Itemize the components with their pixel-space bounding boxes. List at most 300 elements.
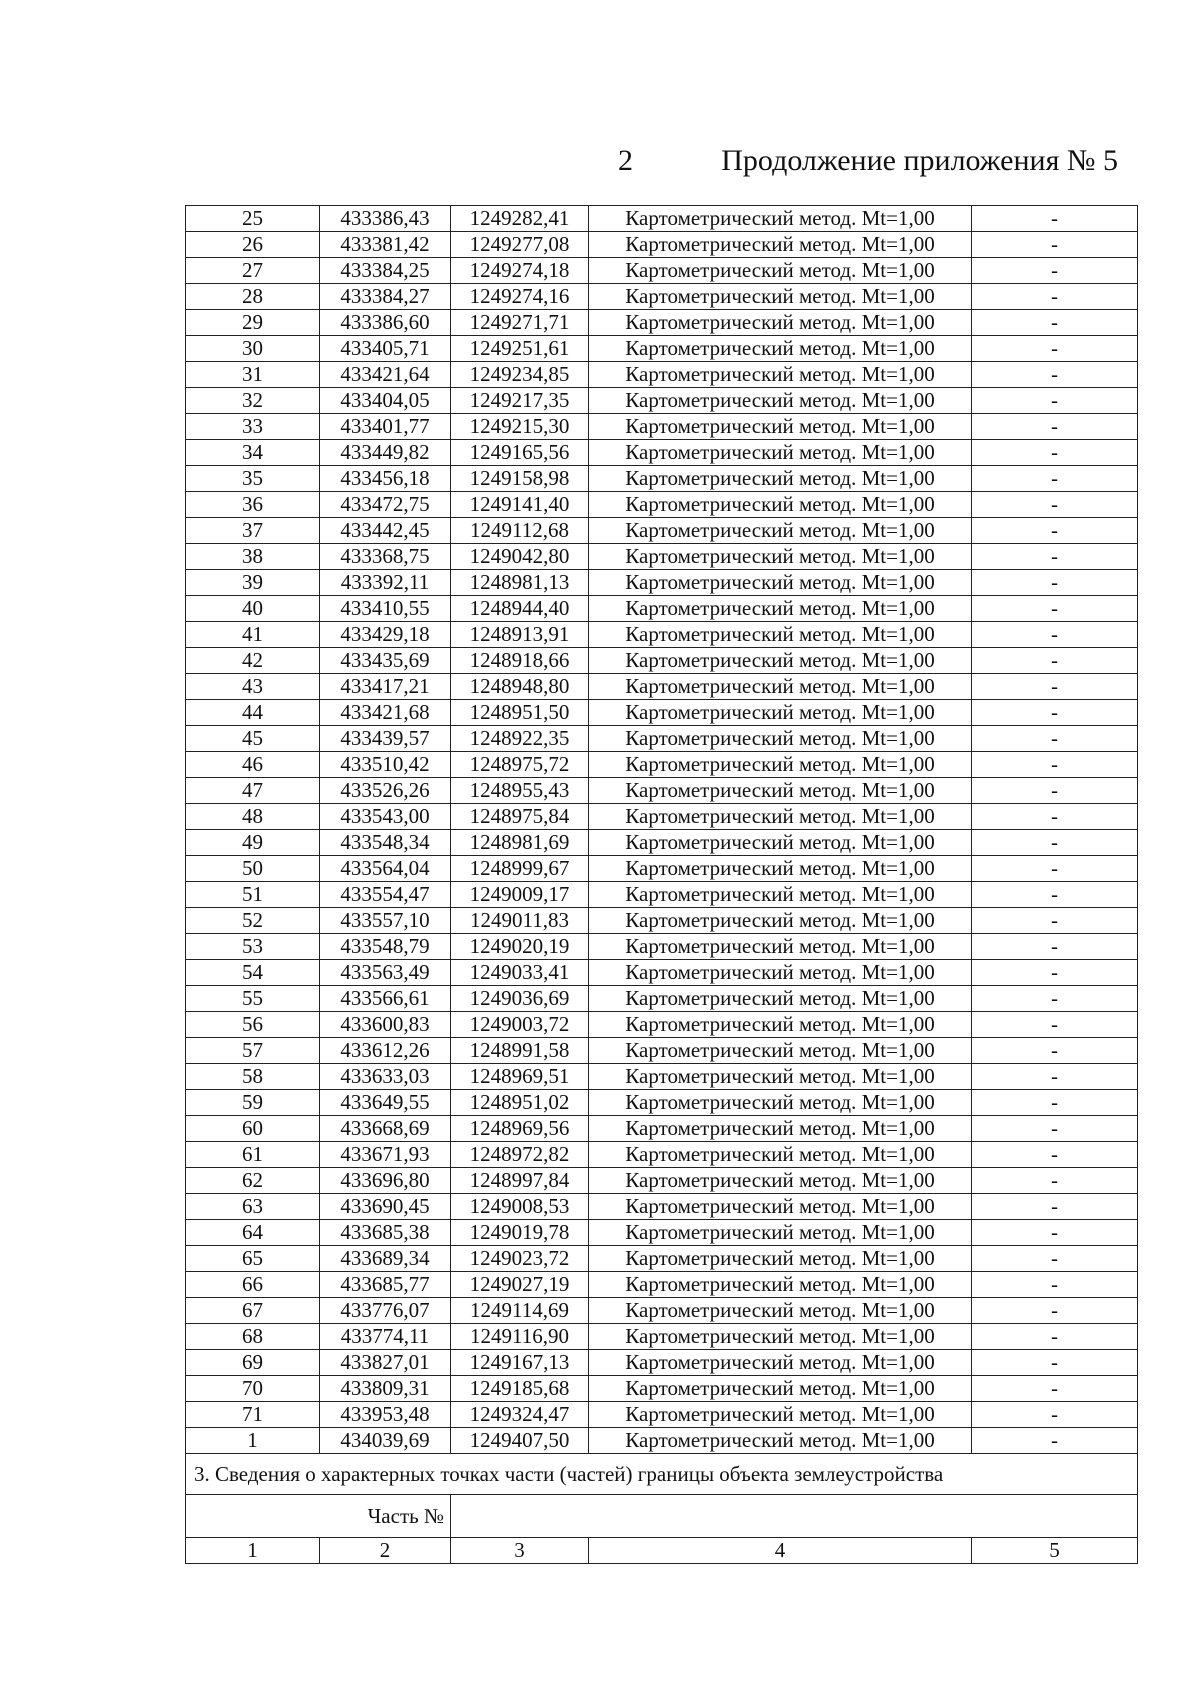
point-number-cell: 27 [186, 258, 320, 284]
note-cell: - [972, 622, 1138, 648]
point-number-cell: 63 [186, 1194, 320, 1220]
method-cell: Картометрический метод. Mt=1,00 [589, 1116, 972, 1142]
method-cell: Картометрический метод. Mt=1,00 [589, 1272, 972, 1298]
x-coordinate-cell: 433827,01 [320, 1350, 451, 1376]
table-row [186, 882, 1138, 908]
point-number-cell: 62 [186, 1168, 320, 1194]
table-row [186, 1116, 1138, 1142]
x-coordinate-cell: 433774,11 [320, 1324, 451, 1350]
x-coordinate-cell: 433429,18 [320, 622, 451, 648]
y-coordinate-cell: 1249165,56 [451, 440, 589, 466]
note-cell: - [972, 570, 1138, 596]
table-row [186, 388, 1138, 414]
y-coordinate-cell: 1248999,67 [451, 856, 589, 882]
point-number-cell: 66 [186, 1272, 320, 1298]
note-cell: - [972, 492, 1138, 518]
table-row [186, 492, 1138, 518]
table-row [186, 830, 1138, 856]
x-coordinate-cell: 433401,77 [320, 414, 451, 440]
table-row [186, 986, 1138, 1012]
point-number-cell: 60 [186, 1116, 320, 1142]
x-coordinate-cell: 433600,83 [320, 1012, 451, 1038]
table-row [186, 908, 1138, 934]
y-coordinate-cell: 1248981,13 [451, 570, 589, 596]
part-number-value [451, 1495, 1138, 1538]
column-number: 4 [589, 1538, 972, 1564]
section3-title: 3. Сведения о характерных точках части (частей) границы объекта землеустройства [186, 1454, 1138, 1495]
y-coordinate-cell: 1249033,41 [451, 960, 589, 986]
table-row [186, 1272, 1138, 1298]
point-number-cell: 26 [186, 232, 320, 258]
note-cell: - [972, 362, 1138, 388]
method-cell: Картометрический метод. Mt=1,00 [589, 336, 972, 362]
table-row [186, 856, 1138, 882]
method-cell: Картометрический метод. Mt=1,00 [589, 908, 972, 934]
y-coordinate-cell: 1249023,72 [451, 1246, 589, 1272]
method-cell: Картометрический метод. Mt=1,00 [589, 596, 972, 622]
method-cell: Картометрический метод. Mt=1,00 [589, 1194, 972, 1220]
table-row [186, 1428, 1138, 1454]
x-coordinate-cell: 433696,80 [320, 1168, 451, 1194]
x-coordinate-cell: 433435,69 [320, 648, 451, 674]
y-coordinate-cell: 1249277,08 [451, 232, 589, 258]
table-row [186, 1402, 1138, 1428]
y-coordinate-cell: 1249116,90 [451, 1324, 589, 1350]
coordinates-table [185, 205, 1138, 1564]
x-coordinate-cell: 433776,07 [320, 1298, 451, 1324]
point-number-cell: 52 [186, 908, 320, 934]
table-row [186, 1090, 1138, 1116]
x-coordinate-cell: 433566,61 [320, 986, 451, 1012]
table-row [186, 934, 1138, 960]
y-coordinate-cell: 1248975,84 [451, 804, 589, 830]
note-cell: - [972, 440, 1138, 466]
table-row [186, 284, 1138, 310]
y-coordinate-cell: 1249042,80 [451, 544, 589, 570]
x-coordinate-cell: 433548,79 [320, 934, 451, 960]
table-row [186, 674, 1138, 700]
point-number-cell: 47 [186, 778, 320, 804]
y-coordinate-cell: 1248975,72 [451, 752, 589, 778]
table-row [186, 1168, 1138, 1194]
table-row [186, 778, 1138, 804]
page-number: 2 [618, 144, 633, 177]
note-cell: - [972, 466, 1138, 492]
x-coordinate-cell: 434039,69 [320, 1428, 451, 1454]
table-row [186, 1038, 1138, 1064]
method-cell: Картометрический метод. Mt=1,00 [589, 882, 972, 908]
method-cell: Картометрический метод. Mt=1,00 [589, 1298, 972, 1324]
method-cell: Картометрический метод. Mt=1,00 [589, 804, 972, 830]
x-coordinate-cell: 433456,18 [320, 466, 451, 492]
point-number-cell: 41 [186, 622, 320, 648]
table-row [186, 648, 1138, 674]
table-row [186, 518, 1138, 544]
x-coordinate-cell: 433405,71 [320, 336, 451, 362]
page-header [0, 144, 1200, 188]
point-number-cell: 49 [186, 830, 320, 856]
point-number-cell: 51 [186, 882, 320, 908]
point-number-cell: 56 [186, 1012, 320, 1038]
point-number-cell: 35 [186, 466, 320, 492]
y-coordinate-cell: 1249036,69 [451, 986, 589, 1012]
y-coordinate-cell: 1248944,40 [451, 596, 589, 622]
column-number: 1 [186, 1538, 320, 1564]
table-row [186, 752, 1138, 778]
point-number-cell: 61 [186, 1142, 320, 1168]
table-row [186, 258, 1138, 284]
section3-body [186, 1454, 1138, 1564]
x-coordinate-cell: 433417,21 [320, 674, 451, 700]
column-number: 2 [320, 1538, 451, 1564]
point-number-cell: 59 [186, 1090, 320, 1116]
section3-heading-row [186, 1454, 1138, 1495]
method-cell: Картометрический метод. Mt=1,00 [589, 1142, 972, 1168]
method-cell: Картометрический метод. Mt=1,00 [589, 1012, 972, 1038]
y-coordinate-cell: 1249114,69 [451, 1298, 589, 1324]
method-cell: Картометрический метод. Mt=1,00 [589, 570, 972, 596]
point-number-cell: 42 [186, 648, 320, 674]
table-row [186, 1324, 1138, 1350]
x-coordinate-cell: 433612,26 [320, 1038, 451, 1064]
note-cell: - [972, 518, 1138, 544]
point-number-cell: 55 [186, 986, 320, 1012]
x-coordinate-cell: 433449,82 [320, 440, 451, 466]
method-cell: Картометрический метод. Mt=1,00 [589, 518, 972, 544]
note-cell: - [972, 258, 1138, 284]
table-row [186, 726, 1138, 752]
note-cell: - [972, 1090, 1138, 1116]
note-cell: - [972, 1298, 1138, 1324]
note-cell: - [972, 310, 1138, 336]
table-row [186, 570, 1138, 596]
y-coordinate-cell: 1249009,17 [451, 882, 589, 908]
x-coordinate-cell: 433690,45 [320, 1194, 451, 1220]
x-coordinate-cell: 433368,75 [320, 544, 451, 570]
point-number-cell: 69 [186, 1350, 320, 1376]
y-coordinate-cell: 1249003,72 [451, 1012, 589, 1038]
y-coordinate-cell: 1249251,61 [451, 336, 589, 362]
table-row [186, 1298, 1138, 1324]
method-cell: Картометрический метод. Mt=1,00 [589, 1324, 972, 1350]
table-row [186, 232, 1138, 258]
x-coordinate-cell: 433548,34 [320, 830, 451, 856]
table-row [186, 1350, 1138, 1376]
point-number-cell: 65 [186, 1246, 320, 1272]
point-number-cell: 37 [186, 518, 320, 544]
method-cell: Картометрический метод. Mt=1,00 [589, 674, 972, 700]
y-coordinate-cell: 1249215,30 [451, 414, 589, 440]
table-row [186, 206, 1138, 232]
table-row [186, 414, 1138, 440]
note-cell: - [972, 1142, 1138, 1168]
y-coordinate-cell: 1248972,82 [451, 1142, 589, 1168]
point-number-cell: 38 [186, 544, 320, 570]
column-number: 3 [451, 1538, 589, 1564]
method-cell: Картометрический метод. Mt=1,00 [589, 1220, 972, 1246]
method-cell: Картометрический метод. Mt=1,00 [589, 1428, 972, 1454]
method-cell: Картометрический метод. Mt=1,00 [589, 622, 972, 648]
method-cell: Картометрический метод. Mt=1,00 [589, 1038, 972, 1064]
method-cell: Картометрический метод. Mt=1,00 [589, 492, 972, 518]
x-coordinate-cell: 433442,45 [320, 518, 451, 544]
x-coordinate-cell: 433564,04 [320, 856, 451, 882]
table-row [186, 544, 1138, 570]
note-cell: - [972, 1116, 1138, 1142]
table-row [186, 596, 1138, 622]
point-number-cell: 32 [186, 388, 320, 414]
method-cell: Картометрический метод. Mt=1,00 [589, 1246, 972, 1272]
y-coordinate-cell: 1248991,58 [451, 1038, 589, 1064]
x-coordinate-cell: 433472,75 [320, 492, 451, 518]
point-number-cell: 25 [186, 206, 320, 232]
note-cell: - [972, 1376, 1138, 1402]
point-number-cell: 48 [186, 804, 320, 830]
note-cell: - [972, 830, 1138, 856]
note-cell: - [972, 232, 1138, 258]
y-coordinate-cell: 1249019,78 [451, 1220, 589, 1246]
method-cell: Картометрический метод. Mt=1,00 [589, 206, 972, 232]
method-cell: Картометрический метод. Mt=1,00 [589, 232, 972, 258]
method-cell: Картометрический метод. Mt=1,00 [589, 414, 972, 440]
page-title: Продолжение приложения № 5 [721, 144, 1118, 177]
table-row [186, 1220, 1138, 1246]
method-cell: Картометрический метод. Mt=1,00 [589, 284, 972, 310]
table-row [186, 804, 1138, 830]
y-coordinate-cell: 1248981,69 [451, 830, 589, 856]
note-cell: - [972, 1194, 1138, 1220]
y-coordinate-cell: 1248969,56 [451, 1116, 589, 1142]
point-number-cell: 31 [186, 362, 320, 388]
point-number-cell: 33 [186, 414, 320, 440]
method-cell: Картометрический метод. Mt=1,00 [589, 1376, 972, 1402]
note-cell: - [972, 1038, 1138, 1064]
note-cell: - [972, 1012, 1138, 1038]
y-coordinate-cell: 1248955,43 [451, 778, 589, 804]
method-cell: Картометрический метод. Mt=1,00 [589, 362, 972, 388]
note-cell: - [972, 856, 1138, 882]
point-number-cell: 40 [186, 596, 320, 622]
y-coordinate-cell: 1248951,02 [451, 1090, 589, 1116]
note-cell: - [972, 1246, 1138, 1272]
y-coordinate-cell: 1249112,68 [451, 518, 589, 544]
point-number-cell: 68 [186, 1324, 320, 1350]
note-cell: - [972, 752, 1138, 778]
table-row [186, 1064, 1138, 1090]
method-cell: Картометрический метод. Mt=1,00 [589, 986, 972, 1012]
point-number-cell: 36 [186, 492, 320, 518]
y-coordinate-cell: 1248969,51 [451, 1064, 589, 1090]
y-coordinate-cell: 1248922,35 [451, 726, 589, 752]
x-coordinate-cell: 433633,03 [320, 1064, 451, 1090]
table-row [186, 1142, 1138, 1168]
y-coordinate-cell: 1248918,66 [451, 648, 589, 674]
point-number-cell: 28 [186, 284, 320, 310]
method-cell: Картометрический метод. Mt=1,00 [589, 544, 972, 570]
method-cell: Картометрический метод. Mt=1,00 [589, 1090, 972, 1116]
note-cell: - [972, 206, 1138, 232]
method-cell: Картометрический метод. Mt=1,00 [589, 830, 972, 856]
x-coordinate-cell: 433421,68 [320, 700, 451, 726]
point-number-cell: 71 [186, 1402, 320, 1428]
method-cell: Картометрический метод. Mt=1,00 [589, 856, 972, 882]
y-coordinate-cell: 1249407,50 [451, 1428, 589, 1454]
point-number-cell: 58 [186, 1064, 320, 1090]
note-cell: - [972, 1428, 1138, 1454]
y-coordinate-cell: 1249274,18 [451, 258, 589, 284]
y-coordinate-cell: 1249274,16 [451, 284, 589, 310]
note-cell: - [972, 804, 1138, 830]
method-cell: Картометрический метод. Mt=1,00 [589, 440, 972, 466]
x-coordinate-cell: 433526,26 [320, 778, 451, 804]
x-coordinate-cell: 433563,49 [320, 960, 451, 986]
method-cell: Картометрический метод. Mt=1,00 [589, 934, 972, 960]
note-cell: - [972, 986, 1138, 1012]
y-coordinate-cell: 1249008,53 [451, 1194, 589, 1220]
y-coordinate-cell: 1248951,50 [451, 700, 589, 726]
note-cell: - [972, 1402, 1138, 1428]
x-coordinate-cell: 433543,00 [320, 804, 451, 830]
point-number-cell: 39 [186, 570, 320, 596]
x-coordinate-cell: 433557,10 [320, 908, 451, 934]
x-coordinate-cell: 433671,93 [320, 1142, 451, 1168]
note-cell: - [972, 934, 1138, 960]
x-coordinate-cell: 433381,42 [320, 232, 451, 258]
method-cell: Картометрический метод. Mt=1,00 [589, 752, 972, 778]
method-cell: Картометрический метод. Mt=1,00 [589, 258, 972, 284]
point-number-cell: 45 [186, 726, 320, 752]
method-cell: Картометрический метод. Mt=1,00 [589, 726, 972, 752]
note-cell: - [972, 674, 1138, 700]
note-cell: - [972, 882, 1138, 908]
point-number-cell: 46 [186, 752, 320, 778]
x-coordinate-cell: 433953,48 [320, 1402, 451, 1428]
note-cell: - [972, 1064, 1138, 1090]
note-cell: - [972, 726, 1138, 752]
table-row [186, 1246, 1138, 1272]
method-cell: Картометрический метод. Mt=1,00 [589, 960, 972, 986]
method-cell: Картометрический метод. Mt=1,00 [589, 1168, 972, 1194]
x-coordinate-cell: 433384,25 [320, 258, 451, 284]
point-number-cell: 1 [186, 1428, 320, 1454]
point-number-cell: 34 [186, 440, 320, 466]
note-cell: - [972, 388, 1138, 414]
note-cell: - [972, 544, 1138, 570]
point-number-cell: 57 [186, 1038, 320, 1064]
method-cell: Картометрический метод. Mt=1,00 [589, 310, 972, 336]
x-coordinate-cell: 433668,69 [320, 1116, 451, 1142]
note-cell: - [972, 414, 1138, 440]
x-coordinate-cell: 433809,31 [320, 1376, 451, 1402]
method-cell: Картометрический метод. Mt=1,00 [589, 1402, 972, 1428]
note-cell: - [972, 908, 1138, 934]
table-row [186, 1012, 1138, 1038]
table-row [186, 440, 1138, 466]
y-coordinate-cell: 1249271,71 [451, 310, 589, 336]
y-coordinate-cell: 1248997,84 [451, 1168, 589, 1194]
note-cell: - [972, 1168, 1138, 1194]
note-cell: - [972, 1272, 1138, 1298]
column-number: 5 [972, 1538, 1138, 1564]
x-coordinate-cell: 433421,64 [320, 362, 451, 388]
x-coordinate-cell: 433386,43 [320, 206, 451, 232]
table-row [186, 466, 1138, 492]
x-coordinate-cell: 433386,60 [320, 310, 451, 336]
note-cell: - [972, 648, 1138, 674]
table-row [186, 622, 1138, 648]
point-number-cell: 53 [186, 934, 320, 960]
method-cell: Картометрический метод. Mt=1,00 [589, 1350, 972, 1376]
table-row [186, 336, 1138, 362]
y-coordinate-cell: 1249217,35 [451, 388, 589, 414]
x-coordinate-cell: 433410,55 [320, 596, 451, 622]
table-row [186, 362, 1138, 388]
y-coordinate-cell: 1249324,47 [451, 1402, 589, 1428]
point-number-cell: 54 [186, 960, 320, 986]
point-number-cell: 50 [186, 856, 320, 882]
y-coordinate-cell: 1248948,80 [451, 674, 589, 700]
point-number-cell: 67 [186, 1298, 320, 1324]
note-cell: - [972, 596, 1138, 622]
point-number-cell: 29 [186, 310, 320, 336]
note-cell: - [972, 1350, 1138, 1376]
table-row [186, 310, 1138, 336]
y-coordinate-cell: 1249027,19 [451, 1272, 589, 1298]
method-cell: Картометрический метод. Mt=1,00 [589, 700, 972, 726]
table-row [186, 1376, 1138, 1402]
part-number-row [186, 1495, 1138, 1538]
x-coordinate-cell: 433689,34 [320, 1246, 451, 1272]
x-coordinate-cell: 433404,05 [320, 388, 451, 414]
y-coordinate-cell: 1249158,98 [451, 466, 589, 492]
method-cell: Картометрический метод. Mt=1,00 [589, 648, 972, 674]
y-coordinate-cell: 1249282,41 [451, 206, 589, 232]
method-cell: Картометрический метод. Mt=1,00 [589, 1064, 972, 1090]
table-row [186, 960, 1138, 986]
column-numbers-row [186, 1538, 1138, 1564]
x-coordinate-cell: 433439,57 [320, 726, 451, 752]
table-row [186, 700, 1138, 726]
y-coordinate-cell: 1249141,40 [451, 492, 589, 518]
y-coordinate-cell: 1249185,68 [451, 1376, 589, 1402]
y-coordinate-cell: 1249167,13 [451, 1350, 589, 1376]
method-cell: Картометрический метод. Mt=1,00 [589, 388, 972, 414]
method-cell: Картометрический метод. Mt=1,00 [589, 466, 972, 492]
note-cell: - [972, 960, 1138, 986]
x-coordinate-cell: 433554,47 [320, 882, 451, 908]
y-coordinate-cell: 1249020,19 [451, 934, 589, 960]
x-coordinate-cell: 433384,27 [320, 284, 451, 310]
coordinates-table-body [186, 206, 1138, 1454]
method-cell: Картометрический метод. Mt=1,00 [589, 778, 972, 804]
x-coordinate-cell: 433392,11 [320, 570, 451, 596]
point-number-cell: 43 [186, 674, 320, 700]
part-number-label: Часть № [186, 1495, 451, 1538]
table-row [186, 1194, 1138, 1220]
note-cell: - [972, 1324, 1138, 1350]
note-cell: - [972, 778, 1138, 804]
x-coordinate-cell: 433685,38 [320, 1220, 451, 1246]
point-number-cell: 30 [186, 336, 320, 362]
x-coordinate-cell: 433510,42 [320, 752, 451, 778]
y-coordinate-cell: 1249011,83 [451, 908, 589, 934]
x-coordinate-cell: 433649,55 [320, 1090, 451, 1116]
point-number-cell: 70 [186, 1376, 320, 1402]
note-cell: - [972, 700, 1138, 726]
point-number-cell: 44 [186, 700, 320, 726]
x-coordinate-cell: 433685,77 [320, 1272, 451, 1298]
note-cell: - [972, 1220, 1138, 1246]
